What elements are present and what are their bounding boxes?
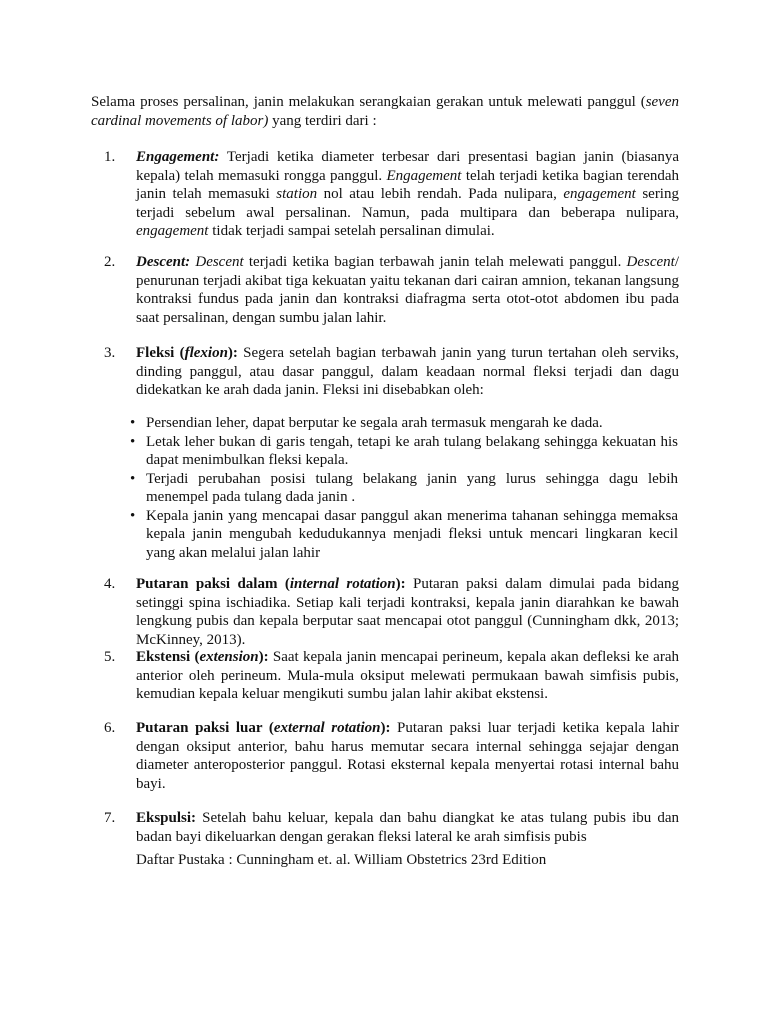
item-title-part: Putaran paksi luar (	[136, 720, 274, 736]
item-title-term: flexion	[184, 345, 228, 361]
item-title-part: Ekstensi (	[136, 649, 200, 665]
item-title-term: internal rotation	[289, 576, 396, 592]
item-title: Ekspulsi:	[136, 810, 197, 826]
item-title-term: external rotation	[273, 720, 381, 736]
item-number: 6.	[104, 720, 116, 736]
item-text	[136, 648, 679, 704]
bullet-dot: •	[130, 507, 136, 524]
item-number: 5.	[104, 649, 116, 665]
item-title: Descent:	[136, 254, 191, 270]
item-number: 4.	[104, 576, 116, 592]
bullet-text: Persendian leher, dapat berputar ke segala arah termasuk mengarah ke dada.	[146, 415, 603, 431]
item-title	[136, 345, 238, 361]
list-item-external-rotation	[104, 719, 679, 793]
item-text-part: Putaran paksi luar terjadi ketika kepala lahir dengan oksiput anterior, bahu harus memutar secara internal sehingga sejajar dengan diameter anteroposterior panggul. Rotasi eksternal kepala menyertai rotasi internal bahu bayi.	[136, 720, 679, 792]
item-title-part: ):	[227, 345, 238, 361]
list-item-descent	[104, 253, 679, 327]
item-text-part: Segera setelah bagian terbawah janin yang turun tertahan oleh serviks, dinding panggul, atau dasar panggul, dalam keadaan normal fleksi terjadi dan dagu didekatkan ke arah dada janin. Fleksi ini disebabkan oleh:	[136, 345, 679, 398]
item-text-part: Saat kepala janin mencapai perineum, kepala akan defleksi ke arah anterior oleh perineum. Mula-mula oksiput melewati permukaan bawah simfisis pubis, kemudian kepala keluar mengikuti sumbu jalan lahir akibat ekstensi.	[136, 649, 679, 702]
item-number: 7.	[104, 810, 116, 826]
bullet-item	[130, 414, 678, 433]
item-title-term: extension	[199, 649, 259, 665]
item-italic-term: Engagement	[386, 167, 462, 184]
list-item-expulsion	[104, 809, 679, 846]
item-text-part: Setelah bahu keluar, kepala dan bahu diangkat ke atas tulang pubis ibu dan badan bayi dikeluarkan dengan gerakan fleksi lateral ke arah simfisis pubis	[136, 810, 679, 845]
bullet-dot: •	[130, 470, 136, 487]
bullet-dot: •	[130, 415, 136, 431]
item-text-part: Putaran paksi dalam dimulai pada bidang setinggi spina ischiadika. Setiap kali terjadi kontraksi, kepala janin diarahkan ke bawah lengkung pubis dan kepala berputar saat mencapai otot panggul (Cunningham dkk, 2013; McKinney, 2013).	[136, 576, 679, 648]
item-title-part: ):	[395, 576, 406, 592]
bullet-text: Kepala janin yang mencapai dasar panggul akan menerima tahanan sehingga memaksa kepala janin mengubah kedudukannya menjadi fleksi untuk mencari lingkaran kecil yang akan melalui jalan lahir	[146, 507, 678, 561]
item-italic-term: engagement	[136, 223, 209, 239]
list-item-engagement	[104, 148, 679, 241]
item-text-part: telah terjadi ketika bagian terendah janin telah memasuki	[136, 167, 680, 202]
intro-paragraph	[91, 93, 679, 130]
bullet-text: Letak leher bukan di garis tengah, tetapi ke arah tulang belakang sehingga kekuatan his dapat menimbulkan fleksi kepala.	[146, 433, 678, 468]
item-title	[136, 649, 269, 665]
item-number: 2.	[104, 254, 116, 270]
item-text	[136, 719, 679, 793]
item-text-part: Terjadi ketika diameter terbesar dari presentasi bagian janin (biasanya kepala) telah memasuki rongga panggul.	[136, 149, 679, 184]
bullet-list	[130, 414, 678, 562]
bullet-dot: •	[130, 433, 136, 450]
item-text-part: sering terjadi sebelum awal persalinan. Namun, pada multipara dan beberapa nulipara,	[136, 186, 679, 221]
list-item-extension	[104, 648, 679, 704]
intro-text-end: yang terdiri dari :	[268, 112, 377, 129]
list-item-flexion	[104, 344, 679, 400]
item-text	[136, 148, 679, 241]
item-text	[136, 344, 679, 400]
bullet-item	[130, 507, 678, 563]
reference-text: Daftar Pustaka : Cunningham et. al. William Obstetrics 23rd Edition	[136, 852, 547, 868]
item-italic-term: Descent	[195, 254, 244, 270]
item-italic-term: engagement	[563, 186, 636, 202]
list-item-internal-rotation	[104, 575, 679, 649]
item-title	[136, 576, 406, 592]
item-text	[136, 253, 679, 327]
item-text-part: terjadi ketika bagian terbawah janin telah melewati panggul.	[243, 254, 627, 270]
bullet-item	[130, 433, 678, 470]
item-text	[136, 575, 679, 649]
item-text-part: / penurunan terjadi akibat tiga kekuatan yaitu tekanan dari cairan amnion, tekanan langsung kontraksi fundus pada janin dan kontraksi diafragma serta otot-otot abdomen ibu pada saat persalinan, dengan sumbu jalan lahir.	[136, 254, 680, 326]
item-title-part: Putaran paksi dalam (	[136, 576, 290, 592]
intro-text: Selama proses persalinan, janin melakukan serangkaian gerakan untuk melewati panggul (	[91, 94, 646, 110]
item-number: 1.	[104, 149, 116, 165]
intro-term: seven cardinal movements of labor)	[91, 94, 679, 129]
item-number: 3.	[104, 345, 116, 361]
item-title-part: ):	[380, 720, 391, 736]
item-text-part: nol atau lebih rendah. Pada nulipara,	[317, 186, 564, 202]
item-title-part: ):	[258, 649, 269, 665]
bullet-item	[130, 470, 678, 507]
bullet-text: Terjadi perubahan posisi tulang belakang janin yang lurus sehingga dagu lebih menempel pada tulang dada janin .	[146, 470, 678, 505]
item-text-part: tidak terjadi sampai setelah persalinan dimulai.	[208, 223, 495, 239]
item-title-part: Fleksi (	[136, 345, 185, 361]
item-italic-term: station	[276, 186, 318, 202]
item-italic-term: Descent	[626, 254, 675, 270]
item-text	[136, 809, 679, 846]
item-title: Engagement:	[136, 149, 220, 165]
item-title	[136, 720, 390, 736]
